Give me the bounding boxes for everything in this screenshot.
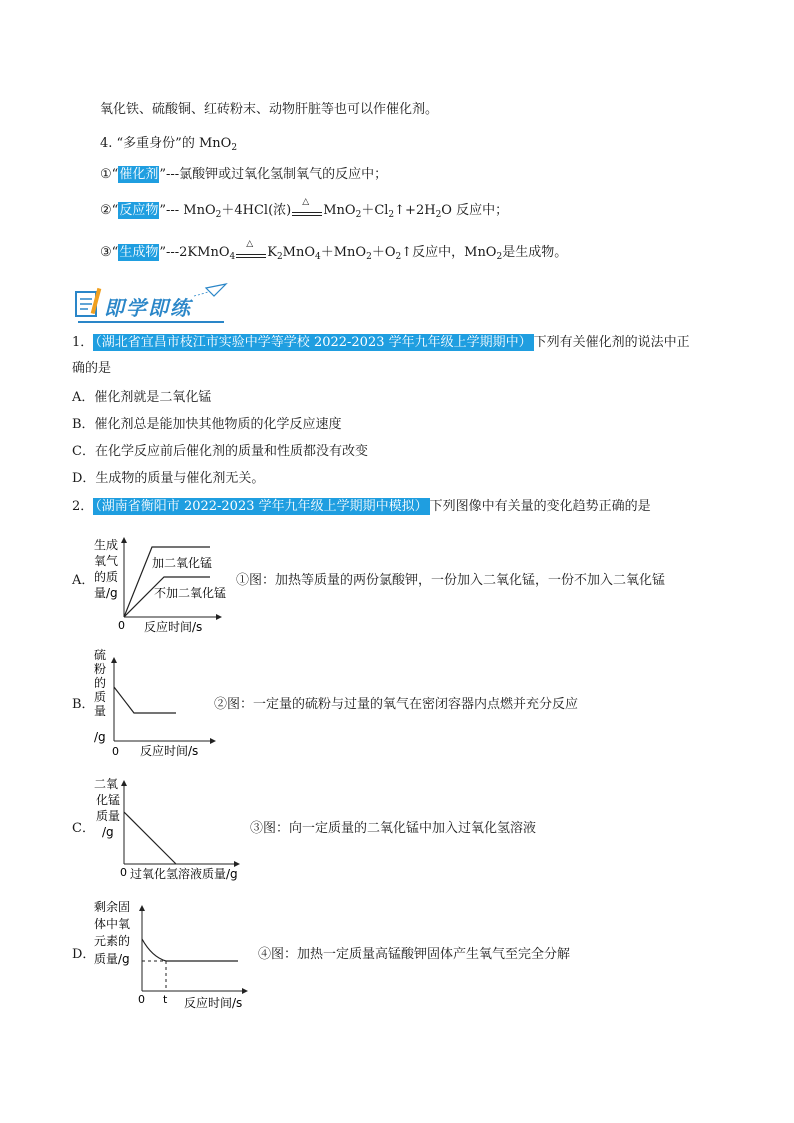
- q2-stem: 2． （湖南省衡阳市 2022-2023 学年九年级上学期期中模拟） 下列图像中有关量的变化趋势正确的是: [72, 499, 651, 514]
- mno2-mass-line: [124, 812, 176, 864]
- q2-option-d-letter[interactable]: D．: [72, 947, 96, 962]
- section-banner: [74, 282, 234, 326]
- q2-graph-a: [92, 535, 240, 635]
- svg-text:0: 0: [112, 745, 119, 758]
- q2-option-a-letter[interactable]: A．: [72, 573, 95, 588]
- heat-condition-arrow: △: [236, 247, 266, 259]
- graph-b-xlabel: 反应时间/s: [140, 744, 199, 758]
- svg-text:0: 0: [138, 993, 145, 1006]
- q1-option-a[interactable]: A．催化剂就是二氧化锰: [72, 390, 212, 405]
- q1-stem: 1． （湖北省宜昌市枝江市实验中学等学校 2022-2023 学年九年级上学期期中） 下列有关催化剂的说法中正: [72, 335, 690, 350]
- svg-text:的质: 的质: [94, 570, 119, 584]
- graph-a-xlabel: 反应时间/s: [144, 620, 203, 634]
- role-tag-reactant: 反应物: [119, 203, 159, 218]
- q2-graph-b: [92, 645, 222, 760]
- svg-text:的: 的: [94, 676, 107, 690]
- intro-line-1: 氧化铁、硫酸铜、红砖粉末、动物肝脏等也可以作催化剂。: [100, 102, 439, 117]
- svg-text:0: 0: [120, 866, 127, 879]
- svg-text:/g: /g: [102, 825, 114, 839]
- q2-option-b-desc: ②图：一定量的硫粉与过量的氧气在密闭容器内点燃并充分反应: [214, 697, 579, 712]
- label-without-mno2: 不加二氧化锰: [154, 586, 227, 600]
- section-title: 即学即练: [104, 296, 192, 320]
- svg-text:体中氧: 体中氧: [94, 917, 131, 931]
- svg-text:/g: /g: [94, 730, 106, 744]
- graph-b-ylabel: 硫: [94, 648, 107, 662]
- q1-option-b[interactable]: B．催化剂总是能加快其他物质的化学反应速度: [72, 417, 342, 432]
- svg-text:量: 量: [94, 704, 107, 718]
- q1-option-c[interactable]: C．在化学反应前后催化剂的质量和性质都没有改变: [72, 444, 368, 459]
- svg-text:量/g: 量/g: [94, 586, 118, 600]
- svg-text:质量/g: 质量/g: [94, 952, 130, 966]
- q2-option-b-letter[interactable]: B．: [72, 697, 95, 712]
- graph-a-ylabel: 生成: [94, 538, 119, 552]
- paper-plane-icon: [206, 284, 226, 296]
- graph-c-ylabel: 二氧: [94, 777, 119, 791]
- q1-source: （湖北省宜昌市枝江市实验中学等学校 2022-2023 学年九年级上学期期中）: [95, 335, 532, 350]
- svg-text:粉: 粉: [94, 662, 107, 676]
- svg-text:0: 0: [118, 619, 125, 632]
- q2-graph-c: [92, 772, 252, 884]
- q2-option-c-desc: ③图：向一定质量的二氧化锰中加入过氧化氢溶液: [250, 821, 537, 836]
- q2-source: （湖南省衡阳市 2022-2023 学年九年级上学期期中模拟）: [95, 499, 428, 514]
- oxygen-element-mass-curve: [142, 939, 238, 961]
- role-catalyst: ①“催化剂”---氯酸钾或过氧化氢制氧气的反应中；: [100, 167, 388, 182]
- svg-text:元素的: 元素的: [94, 934, 131, 948]
- graph-d-tick-t: t: [163, 993, 168, 1006]
- q1-stem-cont: 确的是: [72, 361, 112, 376]
- role-tag-catalyst: 催化剂: [119, 167, 159, 182]
- label-with-mno2: 加二氧化锰: [152, 556, 213, 570]
- heat-condition-arrow: △: [292, 205, 322, 217]
- role-reactant: ②“反应物”--- MnO$_2$＋4HCl(浓) △ $MnO_2+Cl_2↑+2H_2O$ 反应中；: [100, 196, 509, 220]
- intro-heading-mno2: 4. “多重身份”的 MnO$_2$: [100, 136, 238, 153]
- role-tag-product: 生成物: [119, 245, 159, 260]
- svg-text:氧气: 氧气: [94, 554, 119, 568]
- svg-text:化锰: 化锰: [96, 793, 121, 807]
- graph-d-ylabel: 剩余固: [94, 900, 131, 914]
- graph-d-xlabel: 反应时间/s: [184, 996, 243, 1010]
- q2-graph-d: [92, 895, 254, 1011]
- q2-option-d-desc: ④图：加热一定质量高锰酸钾固体产生氧气至完全分解: [258, 947, 571, 962]
- svg-text:质量: 质量: [96, 809, 121, 823]
- q2-option-a-desc: ①图：加热等质量的两份氯酸钾，一份加入二氧化锰，一份不加入二氧化锰: [236, 573, 666, 588]
- svg-text:质: 质: [94, 690, 107, 704]
- graph-c-xlabel: 过氧化氢溶液质量/g: [130, 867, 238, 881]
- q1-option-d[interactable]: D．生成物的质量与催化剂无关。: [72, 471, 265, 486]
- sulfur-mass-line: [114, 687, 176, 713]
- role-product: ③“生成物”---2KMnO$_4$ △ $K_2MnO_4+MnO_2+O_2↑$反应中，MnO$_2$是生成物。: [100, 238, 568, 262]
- q2-option-c-letter[interactable]: C．: [72, 821, 95, 836]
